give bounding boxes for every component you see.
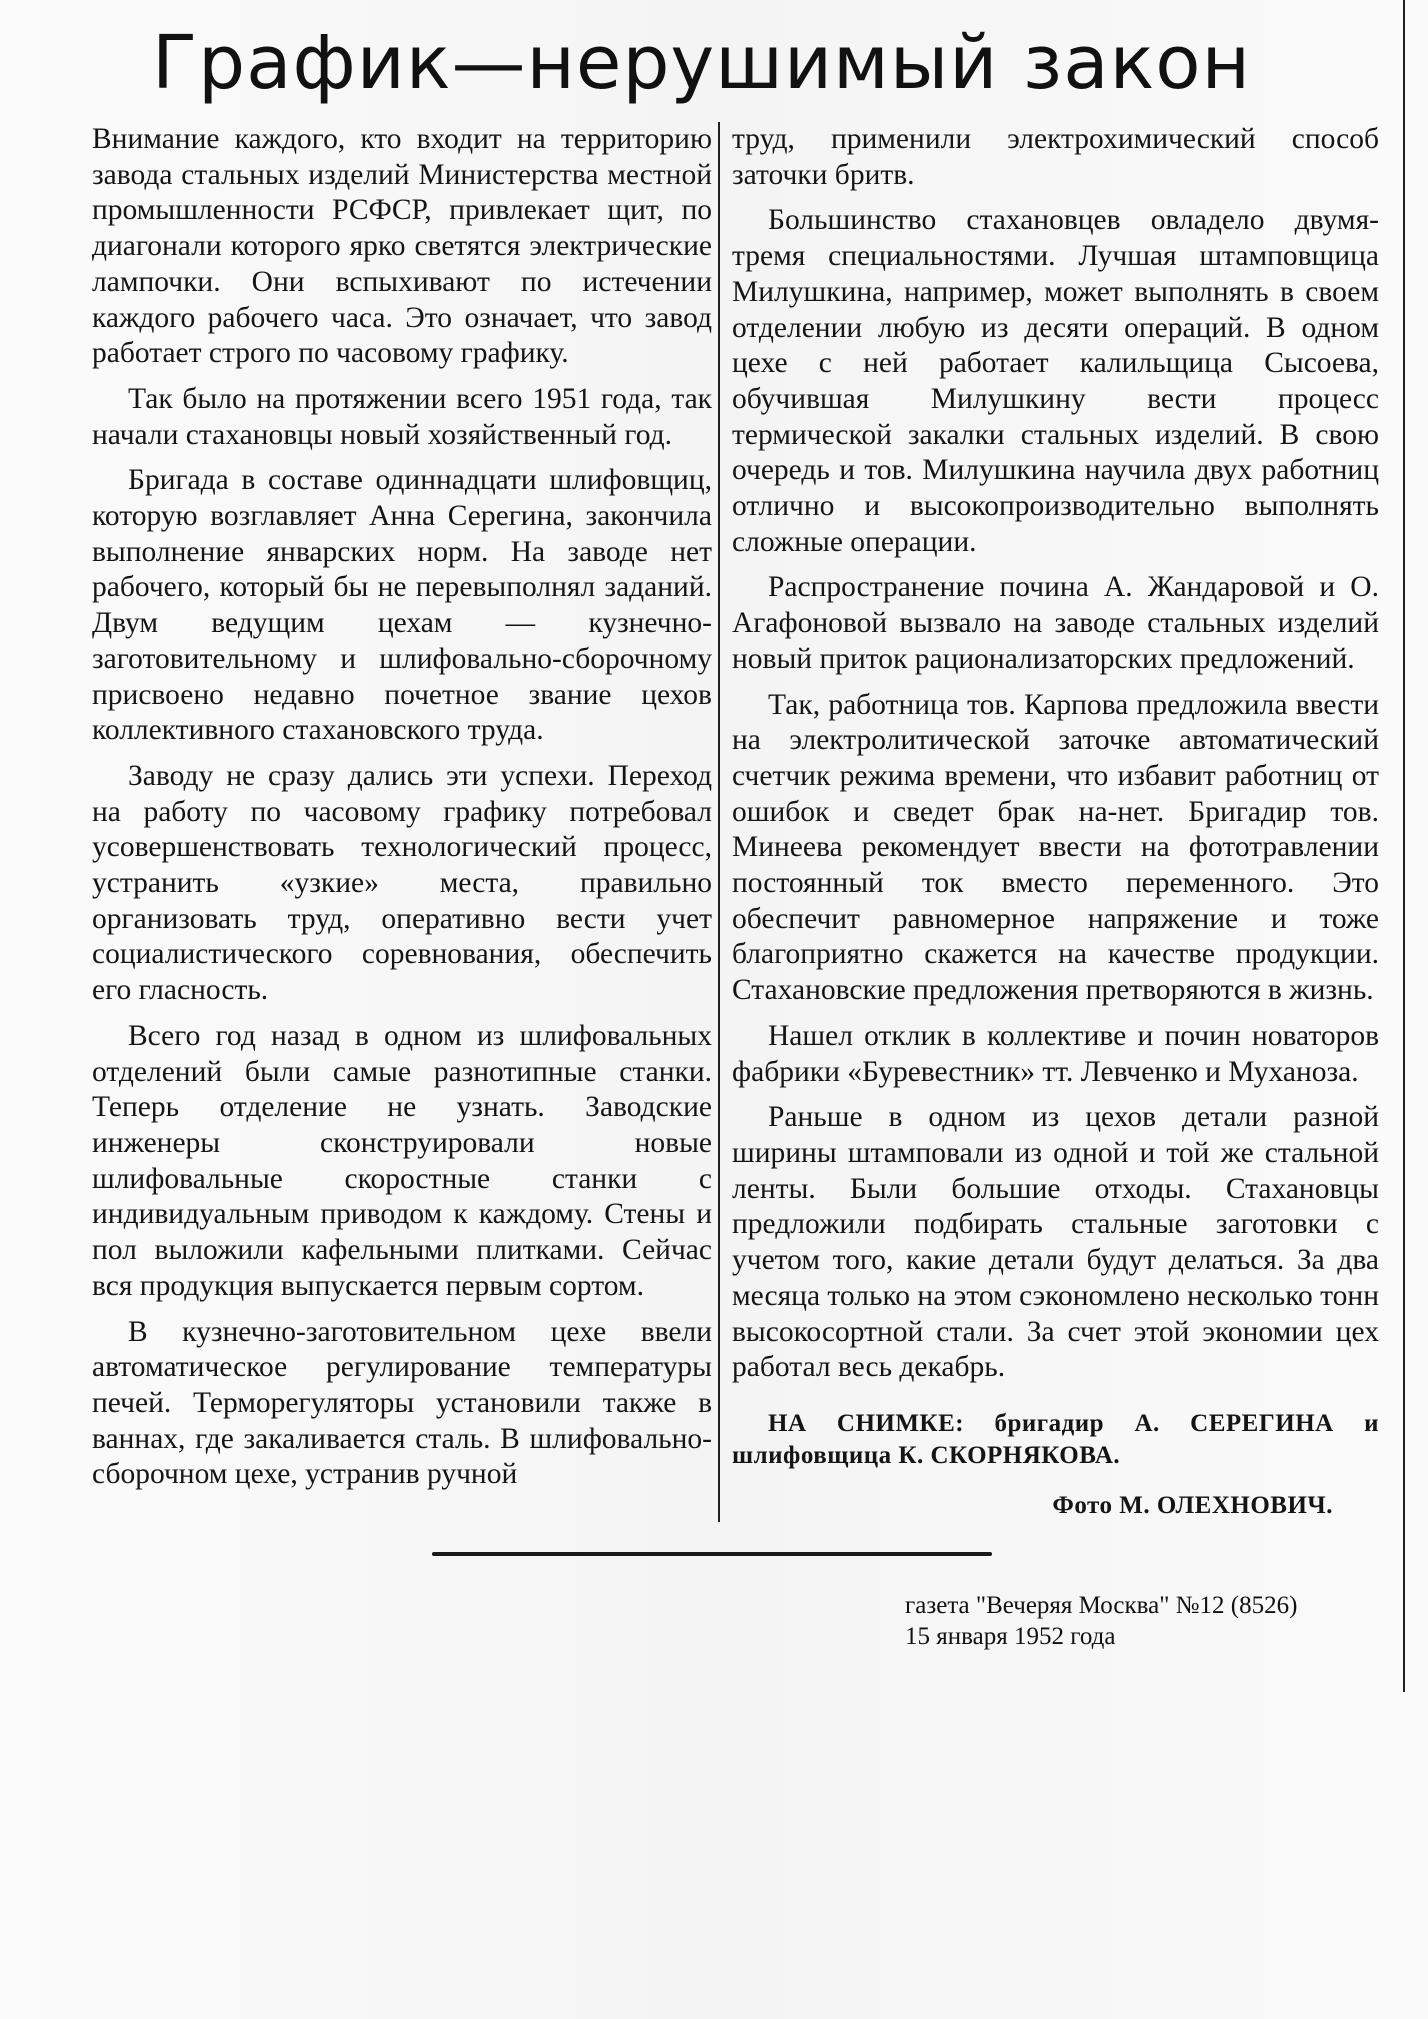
paragraph: Распространение почина А. Жандаровой и О. Агафоновой вызвало на заводе стальных изделий новый приток рационализаторских предложений.	[732, 571, 1379, 675]
paragraph: В кузнечно-заготовительном цехе ввели автоматическое регулирование температуры печей. Терморегуляторы установили также в ваннах, где закаливается сталь. В шлифовально-сборочном цехе, устранив ручной	[92, 1315, 712, 1491]
paragraph: Большинство стахановцев овладело двумя-тремя специальностями. Лучшая штамповщица Милушкина, например, может выполнять в своем отделении любую из десяти операций. В одном цехе с ней работает калильщица Сысоева, обучившая Милушкину вести процесс термической закалки стальных изделий. В свою очередь и тов. Милушкина научила двух работниц отлично и высокопроизводительно выполнять сложные операции.	[732, 204, 1379, 558]
source-note	[905, 1590, 1403, 1692]
article-title: График—нерушимый закон	[152, 20, 1251, 106]
article-end-rule	[432, 1552, 992, 1556]
paragraph: труд, применили электрохимический способ заточки бритв.	[732, 123, 1379, 191]
paragraph: Так, работница тов. Карпова предложила ввести на электролитической заточке автоматический счетчик режима времени, что избавит работниц от ошибок и сведет брак на-нет. Бригадир тов. Минеева рекомендует ввести на фототравлении постоянный ток вместо переменного. Это обеспечит равномерное напряжение и тоже благоприятно скажется на качестве продукции. Стахановские предложения претворяются в жизнь.	[732, 688, 1379, 1007]
paragraph: Бригада в составе одиннадцати шлифовщиц, которую возглавляет Анна Серегина, закончила выполнение январских норм. На заводе нет рабочего, который бы не перевыполнял заданий. Двум ведущим цехам — кузнечно-заготовительному и шлифовально-сборочному присвоено недавно почетное звание цехов коллективного стахановского труда.	[92, 464, 712, 747]
source-line-newspaper: газета "Вечеряя Москва" №12 (8526)	[905, 1591, 1298, 1619]
source-line-date: 15 января 1952 года	[905, 1622, 1116, 1650]
photo-caption: НА СНИМКЕ: бригадир А. СЕРЕГИНА и шлифовщица К. СКОРНЯКОВА.	[732, 1409, 1379, 1469]
paragraph: Раньше в одном из цехов детали разной ширины штамповали из одной и той же стальной ленты. Были большие отходы. Стахановцы предложили подбирать стальные заготовки с учетом того, какие детали будут делаться. За два месяца только на этом сэкономлено несколько тонн высокосортной стали. За счет этой экономии цех работал весь декабрь.	[732, 1101, 1379, 1384]
article-columns	[92, 122, 1403, 1522]
paragraph: Всего год назад в одном из шлифовальных отделений были самые разнотипные станки. Теперь отделение не узнать. Заводские инженеры сконструировали новые шлифовальные скоростные станки с индивидуальным приводом к каждому. Стены и пол выложили кафельными плитками. Сейчас вся продукция выпускается первым сортом.	[92, 1019, 712, 1302]
paragraph: Внимание каждого, кто входит на территорию завода стальных изделий Министерства местной промышленности РСФСР, привлекает щит, по диагонали которого ярко светятся электрические лампочки. Они вспыхивают по истечении каждого рабочего часа. Это означает, что завод работает строго по часовому графику.	[92, 123, 712, 370]
paragraph: Нашел отклик в коллективе и почин новаторов фабрики «Буревестник» тт. Левченко и Муханоза.	[732, 1019, 1379, 1088]
article-column-right	[718, 122, 1391, 1522]
article-column-left	[92, 122, 718, 1522]
paragraph: Так было на протяжении всего 1951 года, так начали стахановцы новый хозяйственный год.	[92, 382, 712, 451]
photo-credit: Фото М. ОЛЕХНОВИЧ.	[1052, 1491, 1333, 1519]
paragraph: Заводу не сразу дались эти успехи. Переход на работу по часовому графику потребовал усовершенствовать технологический процесс, устранить «узкие» места, правильно организовать труд, оперативно вести учет социалистического соревнования, обеспечить его гласность.	[92, 759, 712, 1007]
